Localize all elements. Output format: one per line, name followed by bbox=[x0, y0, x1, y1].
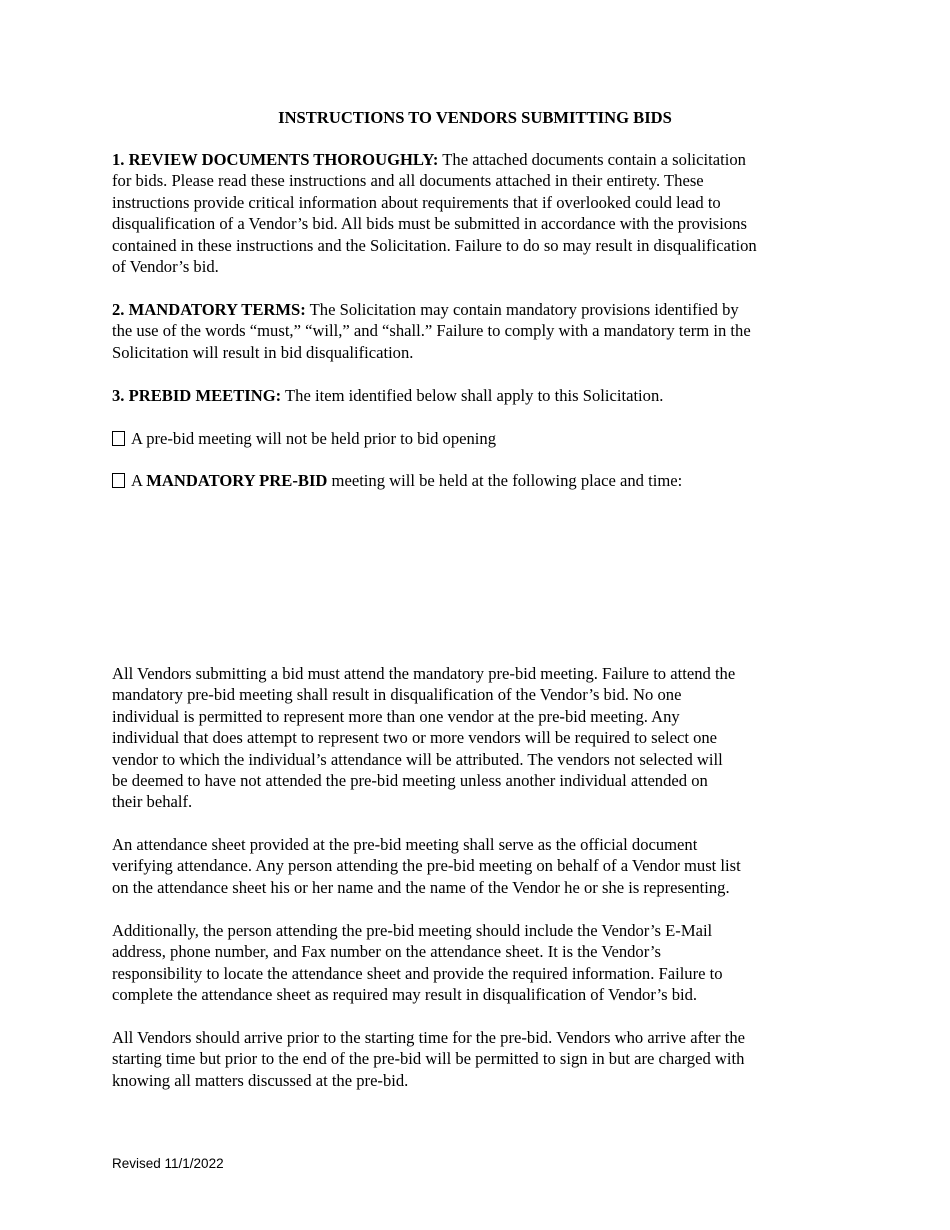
section2-heading: 2. MANDATORY TERMS: bbox=[112, 300, 306, 319]
section-review-documents bbox=[112, 149, 838, 277]
section1-line-2: for bids. Please read these instructions and all documents attached in their entirety. These bbox=[112, 171, 704, 191]
section1-line-3: instructions provide critical information about requirements that if overlooked could lead to bbox=[112, 192, 721, 212]
option-no-prebid-meeting bbox=[112, 428, 496, 449]
mandatory-prebid-checkbox[interactable] bbox=[112, 473, 125, 488]
section1-line-5: contained in these instructions and the Solicitation. Failure to do so may result in disqualification bbox=[112, 235, 757, 255]
section1-line-4: disqualification of a Vendor’s bid. All bids must be submitted in accordance with the provisions bbox=[112, 214, 747, 234]
paragraph-attendance-sheet: An attendance sheet provided at the pre-bid meeting shall serve as the official document verifying attendance. Any person attending the pre-bid meeting on behalf of a Vendor must list on the attendance sheet his or her name and the name of the Vendor he or she is representing. bbox=[112, 835, 741, 897]
section1-line-1: 1. REVIEW DOCUMENTS THOROUGHLY: The attached documents contain a solicitation bbox=[112, 150, 746, 169]
section2-line-2: the use of the words “must,” “will,” and “shall.” Failure to comply with a mandatory term in the bbox=[112, 321, 751, 341]
paragraph-contact-info: Additionally, the person attending the pre-bid meeting should include the Vendor’s E-Mail address, phone number, and Fax number on the attendance sheet. It is the Vendor’s responsibility to locate the attendance sheet and provide the required information. Failure to complete the attendance sheet as required may result in disqualification of Vendor’s bid. bbox=[112, 921, 723, 1005]
section2-line-3: Solicitation will result in bid disqualification. bbox=[112, 342, 414, 362]
option-mandatory-prebid-meeting: A MANDATORY PRE-BID meeting will be held at the following place and time: bbox=[112, 470, 682, 491]
document-title: INSTRUCTIONS TO VENDORS SUBMITTING BIDS bbox=[278, 108, 672, 127]
section2-line-1: 2. MANDATORY TERMS: The Solicitation may contain mandatory provisions identified by bbox=[112, 300, 739, 319]
paragraph-arrival-time: All Vendors should arrive prior to the starting time for the pre-bid. Vendors who arrive after the starting time but prior to the end of the pre-bid will be permitted to sign in but are charged with knowing all matters discussed at the pre-bid. bbox=[112, 1028, 746, 1090]
no-prebid-checkbox[interactable] bbox=[112, 431, 125, 446]
section1-heading: 1. REVIEW DOCUMENTS THOROUGHLY: bbox=[112, 150, 439, 169]
no-prebid-label: A pre-bid meeting will not be held prior to bid opening bbox=[131, 429, 496, 448]
section-prebid-meeting bbox=[112, 385, 838, 406]
revision-footer: Revised 11/1/2022 bbox=[112, 1156, 224, 1171]
section1-line-6: of Vendor’s bid. bbox=[112, 257, 219, 277]
section3-heading: 3. PREBID MEETING: bbox=[112, 386, 282, 405]
section-mandatory-terms bbox=[112, 299, 838, 363]
section3-text: The item identified below shall apply to this Solicitation. bbox=[281, 386, 664, 405]
mandatory-prebid-label-bold: MANDATORY PRE-BID bbox=[146, 471, 328, 490]
paragraph-attendance-requirement: All Vendors submitting a bid must attend the mandatory pre-bid meeting. Failure to attend the mandatory pre-bid meeting shall result in disqualification of the Vendor’s bid. No one individual is permitted to represent more than one vendor at the pre-bid meeting. Any individual that does attempt to represent two or more vendors will be required to select one vendor to which the individual’s attendance will be attributed. The vendors not selected will be deemed to have not attended the pre-bid meeting unless another individual attended on their behalf. bbox=[112, 664, 736, 812]
